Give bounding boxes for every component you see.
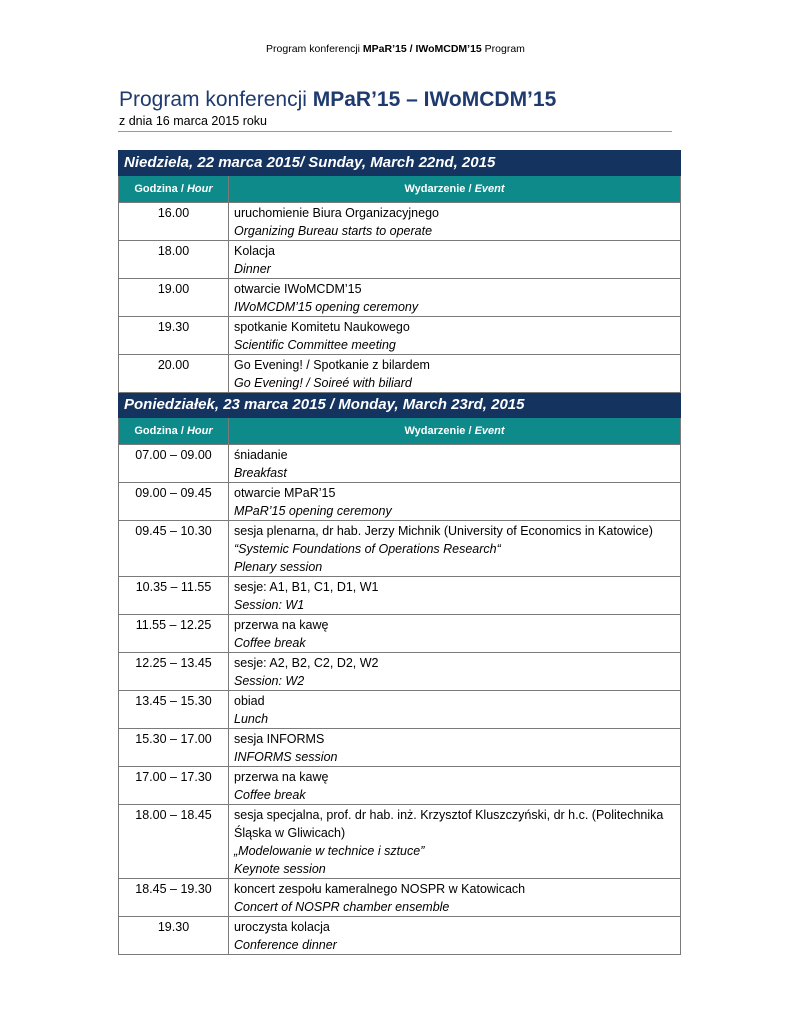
event-name-en: Breakfast	[234, 466, 287, 480]
event-description	[229, 445, 681, 483]
table-row	[119, 577, 681, 615]
running-header-suffix: Program	[481, 43, 525, 55]
day-title: Niedziela, 22 marca 2015/ Sunday, March 22nd, 2015	[119, 151, 681, 176]
event-description	[229, 483, 681, 521]
day-header-row	[119, 393, 681, 418]
event-name-en: Plenary session	[234, 560, 323, 574]
column-header-hour-en: Hour	[186, 425, 213, 437]
table-row	[119, 279, 681, 317]
event-description	[229, 805, 681, 879]
event-description	[229, 279, 681, 317]
event-description	[229, 615, 681, 653]
program-table	[118, 150, 681, 955]
event-name-en: Coffee break	[234, 788, 306, 802]
event-time: 13.45 – 15.30	[119, 691, 229, 729]
event-name-en: Session: W1	[234, 598, 305, 612]
event-time: 16.00	[119, 203, 229, 241]
event-description	[229, 355, 681, 393]
event-name-en: INFORMS session	[234, 750, 338, 764]
event-description	[229, 767, 681, 805]
running-header-prefix: Program konferencji	[266, 43, 363, 55]
event-time: 19.30	[119, 317, 229, 355]
column-header-event-en: Event	[474, 183, 505, 195]
table-row	[119, 483, 681, 521]
event-description	[229, 879, 681, 917]
event-description	[229, 241, 681, 279]
event-name-pl: otwarcie MPaR’15	[234, 486, 336, 500]
event-name-pl: Go Evening! / Spotkanie z bilardem	[234, 358, 430, 372]
event-name-pl: uruchomienie Biura Organizacyjnego	[234, 206, 439, 220]
event-description	[229, 691, 681, 729]
title-rule	[118, 131, 672, 132]
event-description	[229, 917, 681, 955]
event-name-en: Dinner	[234, 262, 271, 276]
page-title-bold: MPaR’15 – IWoMCDM’15	[312, 88, 557, 111]
event-name-pl: spotkanie Komitetu Naukowego	[234, 320, 410, 334]
event-name-en: Conference dinner	[234, 938, 337, 952]
event-name-en: Session: W2	[234, 674, 305, 688]
table-row	[119, 241, 681, 279]
event-time: 20.00	[119, 355, 229, 393]
table-row	[119, 203, 681, 241]
event-name-pl: sesje: A2, B2, C2, D2, W2	[234, 656, 379, 670]
event-name-pl: przerwa na kawę	[234, 770, 329, 784]
event-name-en: Go Evening! / Soireé with biliard	[234, 376, 412, 390]
event-name-en: “Systemic Foundations of Operations Research“	[234, 542, 501, 556]
event-name-pl: przerwa na kawę	[234, 618, 329, 632]
column-header-hour-en: Hour	[186, 183, 213, 195]
column-header-hour	[119, 418, 229, 445]
column-header-hour-pl: Godzina /	[134, 183, 187, 195]
column-header-row	[119, 418, 681, 445]
column-header-event	[229, 418, 681, 445]
table-row	[119, 445, 681, 483]
event-time: 15.30 – 17.00	[119, 729, 229, 767]
table-row	[119, 317, 681, 355]
event-name-en: Concert of NOSPR chamber ensemble	[234, 900, 450, 914]
event-name-pl: sesje: A1, B1, C1, D1, W1	[234, 580, 379, 594]
table-row	[119, 355, 681, 393]
table-row	[119, 521, 681, 577]
event-name-en: MPaR’15 opening ceremony	[234, 504, 392, 518]
column-header-row	[119, 176, 681, 203]
event-name-pl: koncert zespołu kameralnego NOSPR w Katowicach	[234, 882, 526, 896]
event-time: 12.25 – 13.45	[119, 653, 229, 691]
event-name-en: Coffee break	[234, 636, 306, 650]
event-name-pl: otwarcie IWoMCDM’15	[234, 282, 362, 296]
event-description	[229, 577, 681, 615]
event-name-pl: śniadanie	[234, 448, 288, 462]
day-title: Poniedziałek, 23 marca 2015 / Monday, March 23rd, 2015	[119, 393, 681, 418]
column-header-event	[229, 176, 681, 203]
table-row	[119, 653, 681, 691]
event-time: 18.00 – 18.45	[119, 805, 229, 879]
event-time: 17.00 – 17.30	[119, 767, 229, 805]
page-title-prefix: Program konferencji	[119, 88, 313, 111]
event-time: 09.00 – 09.45	[119, 483, 229, 521]
event-time: 10.35 – 11.55	[119, 577, 229, 615]
program-table-body	[119, 151, 681, 955]
column-header-event-en: Event	[474, 425, 505, 437]
event-name-en: „Modelowanie w technice i sztuce”	[234, 844, 425, 858]
event-name-en: Keynote session	[234, 862, 326, 876]
event-description	[229, 653, 681, 691]
table-row	[119, 691, 681, 729]
event-description	[229, 203, 681, 241]
event-description	[229, 521, 681, 577]
event-description	[229, 729, 681, 767]
event-name-pl: obiad	[234, 694, 265, 708]
event-name-pl: sesja specjalna, prof. dr hab. inż. Krzysztof Kluszczyński, dr h.c. (Politechnika Śląska w Gliwicach)	[234, 808, 664, 840]
event-time: 19.30	[119, 917, 229, 955]
table-row	[119, 805, 681, 879]
table-row	[119, 879, 681, 917]
event-name-pl: sesja INFORMS	[234, 732, 325, 746]
column-header-event-pl: Wydarzenie /	[404, 425, 475, 437]
event-time: 18.00	[119, 241, 229, 279]
event-name-en: Lunch	[234, 712, 269, 726]
event-time: 19.00	[119, 279, 229, 317]
event-description	[229, 317, 681, 355]
day-header-row	[119, 151, 681, 176]
column-header-hour	[119, 176, 229, 203]
event-name-pl: sesja plenarna, dr hab. Jerzy Michnik (University of Economics in Katowice)	[234, 524, 653, 538]
table-row	[119, 767, 681, 805]
table-row	[119, 917, 681, 955]
event-time: 11.55 – 12.25	[119, 615, 229, 653]
table-row	[119, 615, 681, 653]
event-name-en: IWoMCDM’15 opening ceremony	[234, 300, 419, 314]
event-name-pl: Kolacja	[234, 244, 275, 258]
running-header	[0, 43, 791, 55]
column-header-hour-pl: Godzina /	[134, 425, 187, 437]
running-header-bold: MPaR’15 / IWoMCDM’15	[362, 43, 482, 55]
event-name-en: Organizing Bureau starts to operate	[234, 224, 433, 238]
page-title	[119, 88, 556, 112]
page-subtitle: z dnia 16 marca 2015 roku	[119, 114, 268, 128]
table-row	[119, 729, 681, 767]
event-name-pl: uroczysta kolacja	[234, 920, 330, 934]
event-time: 18.45 – 19.30	[119, 879, 229, 917]
event-time: 09.45 – 10.30	[119, 521, 229, 577]
event-time: 07.00 – 09.00	[119, 445, 229, 483]
column-header-event-pl: Wydarzenie /	[404, 183, 475, 195]
event-name-en: Scientific Committee meeting	[234, 338, 396, 352]
